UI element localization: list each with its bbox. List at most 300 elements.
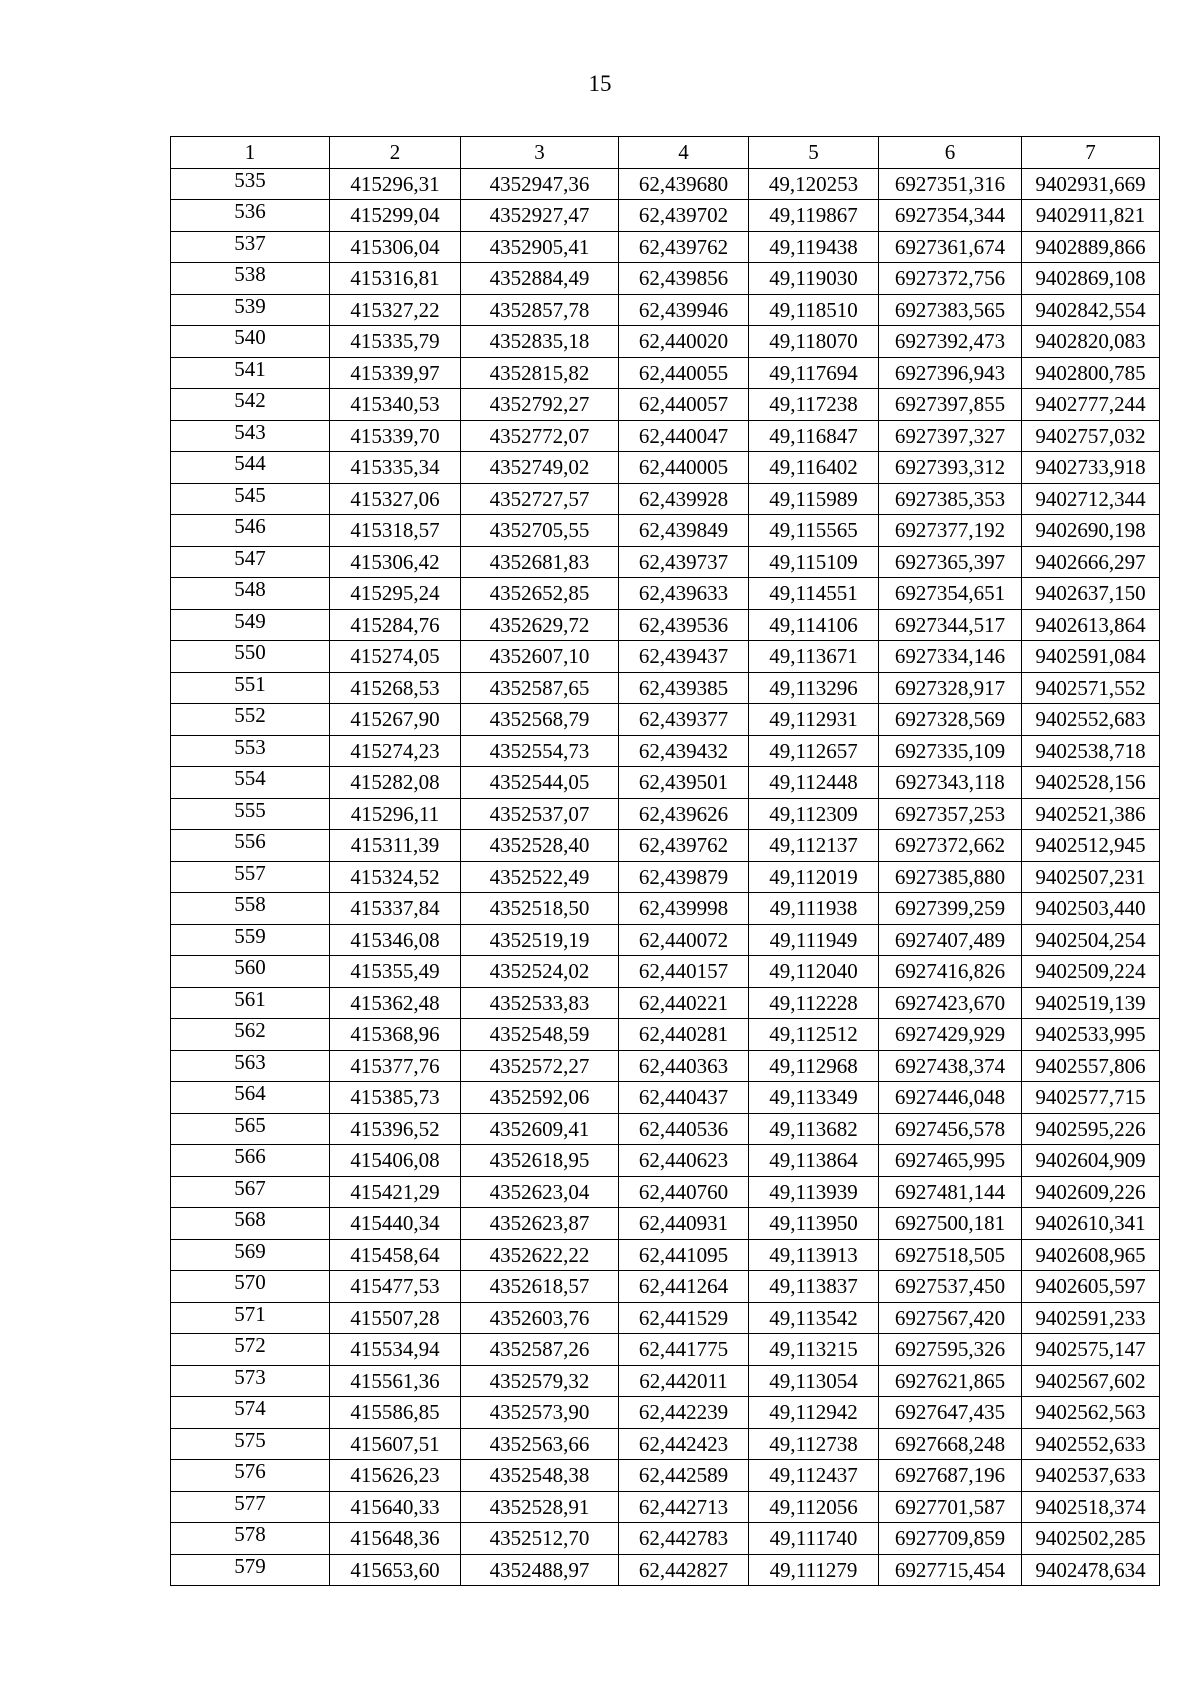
column-header: 3 (461, 137, 619, 169)
value-cell: 62,442713 (619, 1491, 749, 1523)
value-cell: 6927397,327 (879, 420, 1022, 452)
value-cell: 6927715,454 (879, 1554, 1022, 1586)
value-cell: 4352537,07 (461, 798, 619, 830)
value-cell: 415607,51 (330, 1428, 461, 1460)
value-cell: 49,112228 (749, 987, 879, 1019)
value-cell: 9402503,440 (1022, 893, 1160, 925)
table-row (171, 515, 1160, 547)
value-cell: 415337,84 (330, 893, 461, 925)
value-cell: 415296,31 (330, 168, 461, 200)
value-cell: 49,115989 (749, 483, 879, 515)
value-cell: 49,112448 (749, 767, 879, 799)
value-cell: 49,112512 (749, 1019, 879, 1051)
point-number-cell: 544 (171, 452, 330, 484)
value-cell: 6927416,826 (879, 956, 1022, 988)
value-cell: 415318,57 (330, 515, 461, 547)
table-row (171, 1019, 1160, 1051)
value-cell: 6927687,196 (879, 1460, 1022, 1492)
value-cell: 415296,11 (330, 798, 461, 830)
value-cell: 9402800,785 (1022, 357, 1160, 389)
value-cell: 9402502,285 (1022, 1523, 1160, 1555)
value-cell: 62,439737 (619, 546, 749, 578)
value-cell: 6927537,450 (879, 1271, 1022, 1303)
value-cell: 62,439849 (619, 515, 749, 547)
value-cell: 415339,70 (330, 420, 461, 452)
value-cell: 9402820,083 (1022, 326, 1160, 358)
value-cell: 49,112040 (749, 956, 879, 988)
value-cell: 62,439680 (619, 168, 749, 200)
table-row (171, 420, 1160, 452)
point-number-cell: 563 (171, 1050, 330, 1082)
value-cell: 4352488,97 (461, 1554, 619, 1586)
table-row (171, 263, 1160, 295)
value-cell: 62,440055 (619, 357, 749, 389)
column-header: 6 (879, 137, 1022, 169)
coordinates-table (170, 136, 1160, 1586)
value-cell: 62,440536 (619, 1113, 749, 1145)
table-row (171, 672, 1160, 704)
table-row (171, 830, 1160, 862)
table-row (171, 1491, 1160, 1523)
table-row (171, 1334, 1160, 1366)
value-cell: 6927354,651 (879, 578, 1022, 610)
value-cell: 415421,29 (330, 1176, 461, 1208)
table-row (171, 609, 1160, 641)
value-cell: 9402557,806 (1022, 1050, 1160, 1082)
value-cell: 49,117238 (749, 389, 879, 421)
value-cell: 4352587,65 (461, 672, 619, 704)
value-cell: 62,442011 (619, 1365, 749, 1397)
value-cell: 4352554,73 (461, 735, 619, 767)
value-cell: 49,113682 (749, 1113, 879, 1145)
value-cell: 6927446,048 (879, 1082, 1022, 1114)
value-cell: 415396,52 (330, 1113, 461, 1145)
value-cell: 4352705,55 (461, 515, 619, 547)
table-row (171, 546, 1160, 578)
value-cell: 9402575,147 (1022, 1334, 1160, 1366)
value-cell: 4352622,22 (461, 1239, 619, 1271)
point-number-cell: 551 (171, 672, 330, 704)
value-cell: 4352573,90 (461, 1397, 619, 1429)
value-cell: 4352772,07 (461, 420, 619, 452)
value-cell: 9402666,297 (1022, 546, 1160, 578)
value-cell: 6927392,473 (879, 326, 1022, 358)
point-number-cell: 571 (171, 1302, 330, 1334)
value-cell: 62,439385 (619, 672, 749, 704)
point-number-cell: 554 (171, 767, 330, 799)
value-cell: 9402869,108 (1022, 263, 1160, 295)
point-number-cell: 545 (171, 483, 330, 515)
value-cell: 415306,42 (330, 546, 461, 578)
value-cell: 62,440221 (619, 987, 749, 1019)
table-row (171, 231, 1160, 263)
table-row (171, 1365, 1160, 1397)
point-number-cell: 578 (171, 1523, 330, 1555)
value-cell: 415346,08 (330, 924, 461, 956)
value-cell: 415295,24 (330, 578, 461, 610)
value-cell: 6927377,192 (879, 515, 1022, 547)
value-cell: 62,439437 (619, 641, 749, 673)
value-cell: 9402528,156 (1022, 767, 1160, 799)
point-number-cell: 559 (171, 924, 330, 956)
value-cell: 6927701,587 (879, 1491, 1022, 1523)
column-header: 7 (1022, 137, 1160, 169)
value-cell: 6927343,118 (879, 767, 1022, 799)
value-cell: 6927397,855 (879, 389, 1022, 421)
table-row (171, 956, 1160, 988)
point-number-cell: 562 (171, 1019, 330, 1051)
table-row (171, 389, 1160, 421)
value-cell: 415377,76 (330, 1050, 461, 1082)
value-cell: 9402595,226 (1022, 1113, 1160, 1145)
value-cell: 49,111740 (749, 1523, 879, 1555)
value-cell: 62,439501 (619, 767, 749, 799)
value-cell: 415274,23 (330, 735, 461, 767)
value-cell: 9402931,669 (1022, 168, 1160, 200)
table-row (171, 294, 1160, 326)
value-cell: 4352528,40 (461, 830, 619, 862)
value-cell: 4352603,76 (461, 1302, 619, 1334)
value-cell: 4352548,59 (461, 1019, 619, 1051)
value-cell: 6927456,578 (879, 1113, 1022, 1145)
table-row (171, 924, 1160, 956)
value-cell: 415653,60 (330, 1554, 461, 1586)
value-cell: 415406,08 (330, 1145, 461, 1177)
value-cell: 415267,90 (330, 704, 461, 736)
table-row (171, 1302, 1160, 1334)
value-cell: 6927518,505 (879, 1239, 1022, 1271)
value-cell: 62,439536 (619, 609, 749, 641)
page-number: 15 (588, 71, 612, 96)
table-row (171, 200, 1160, 232)
value-cell: 6927438,374 (879, 1050, 1022, 1082)
value-cell: 415586,85 (330, 1397, 461, 1429)
value-cell: 9402777,244 (1022, 389, 1160, 421)
point-number-cell: 573 (171, 1365, 330, 1397)
value-cell: 49,111949 (749, 924, 879, 956)
point-number-cell: 543 (171, 420, 330, 452)
value-cell: 4352519,19 (461, 924, 619, 956)
point-number-cell: 570 (171, 1271, 330, 1303)
value-cell: 415626,23 (330, 1460, 461, 1492)
value-cell: 6927328,569 (879, 704, 1022, 736)
value-cell: 49,119438 (749, 231, 879, 263)
value-cell: 9402552,633 (1022, 1428, 1160, 1460)
value-cell: 62,439702 (619, 200, 749, 232)
value-cell: 415458,64 (330, 1239, 461, 1271)
table-row (171, 1113, 1160, 1145)
value-cell: 4352792,27 (461, 389, 619, 421)
value-cell: 62,440047 (619, 420, 749, 452)
table-row (171, 578, 1160, 610)
point-number-cell: 535 (171, 168, 330, 200)
table-row (171, 1082, 1160, 1114)
value-cell: 6927351,316 (879, 168, 1022, 200)
table-row (171, 893, 1160, 925)
value-cell: 49,112657 (749, 735, 879, 767)
value-cell: 9402609,226 (1022, 1176, 1160, 1208)
value-cell: 49,113671 (749, 641, 879, 673)
value-cell: 49,112137 (749, 830, 879, 862)
table-row (171, 452, 1160, 484)
point-number-cell: 547 (171, 546, 330, 578)
value-cell: 4352609,41 (461, 1113, 619, 1145)
value-cell: 62,440020 (619, 326, 749, 358)
value-cell: 4352607,10 (461, 641, 619, 673)
column-header: 1 (171, 137, 330, 169)
point-number-cell: 549 (171, 609, 330, 641)
value-cell: 49,113939 (749, 1176, 879, 1208)
value-cell: 415385,73 (330, 1082, 461, 1114)
value-cell: 62,440363 (619, 1050, 749, 1082)
value-cell: 415362,48 (330, 987, 461, 1019)
table-row (171, 1554, 1160, 1586)
point-number-cell: 575 (171, 1428, 330, 1460)
value-cell: 62,439762 (619, 830, 749, 862)
value-cell: 62,440057 (619, 389, 749, 421)
value-cell: 4352592,06 (461, 1082, 619, 1114)
value-cell: 4352905,41 (461, 231, 619, 263)
value-cell: 9402712,344 (1022, 483, 1160, 515)
value-cell: 6927335,109 (879, 735, 1022, 767)
table-row (171, 1050, 1160, 1082)
value-cell: 49,115565 (749, 515, 879, 547)
point-number-cell: 564 (171, 1082, 330, 1114)
value-cell: 62,441775 (619, 1334, 749, 1366)
value-cell: 4352835,18 (461, 326, 619, 358)
table-row (171, 1523, 1160, 1555)
value-cell: 415311,39 (330, 830, 461, 862)
value-cell: 9402478,634 (1022, 1554, 1160, 1586)
value-cell: 415274,05 (330, 641, 461, 673)
table-row (171, 735, 1160, 767)
table-row (171, 1208, 1160, 1240)
value-cell: 4352947,36 (461, 168, 619, 200)
value-cell: 62,440437 (619, 1082, 749, 1114)
value-cell: 49,112942 (749, 1397, 879, 1429)
table-row (171, 1397, 1160, 1429)
value-cell: 49,112738 (749, 1428, 879, 1460)
value-cell: 49,112968 (749, 1050, 879, 1082)
value-cell: 4352727,57 (461, 483, 619, 515)
point-number-cell: 552 (171, 704, 330, 736)
value-cell: 415306,04 (330, 231, 461, 263)
value-cell: 6927385,880 (879, 861, 1022, 893)
value-cell: 9402577,715 (1022, 1082, 1160, 1114)
value-cell: 6927481,144 (879, 1176, 1022, 1208)
value-cell: 4352857,78 (461, 294, 619, 326)
value-cell: 6927357,253 (879, 798, 1022, 830)
value-cell: 415534,94 (330, 1334, 461, 1366)
value-cell: 415268,53 (330, 672, 461, 704)
value-cell: 9402562,563 (1022, 1397, 1160, 1429)
value-cell: 415316,81 (330, 263, 461, 295)
value-cell: 4352524,02 (461, 956, 619, 988)
value-cell: 62,440931 (619, 1208, 749, 1240)
value-cell: 415324,52 (330, 861, 461, 893)
value-cell: 415561,36 (330, 1365, 461, 1397)
value-cell: 9402538,718 (1022, 735, 1160, 767)
table-row (171, 1145, 1160, 1177)
table-row (171, 357, 1160, 389)
value-cell: 9402537,633 (1022, 1460, 1160, 1492)
column-header: 5 (749, 137, 879, 169)
point-number-cell: 561 (171, 987, 330, 1019)
point-number-cell: 579 (171, 1554, 330, 1586)
point-number-cell: 538 (171, 263, 330, 295)
value-cell: 49,114106 (749, 609, 879, 641)
table-row (171, 767, 1160, 799)
value-cell: 62,440005 (619, 452, 749, 484)
value-cell: 4352618,57 (461, 1271, 619, 1303)
value-cell: 4352572,27 (461, 1050, 619, 1082)
value-cell: 6927372,756 (879, 263, 1022, 295)
column-header: 4 (619, 137, 749, 169)
value-cell: 9402504,254 (1022, 924, 1160, 956)
value-cell: 9402567,602 (1022, 1365, 1160, 1397)
value-cell: 9402512,945 (1022, 830, 1160, 862)
value-cell: 62,440760 (619, 1176, 749, 1208)
value-cell: 9402509,224 (1022, 956, 1160, 988)
point-number-cell: 541 (171, 357, 330, 389)
value-cell: 6927407,489 (879, 924, 1022, 956)
value-cell: 62,439928 (619, 483, 749, 515)
value-cell: 62,441529 (619, 1302, 749, 1334)
value-cell: 6927429,929 (879, 1019, 1022, 1051)
value-cell: 6927423,670 (879, 987, 1022, 1019)
value-cell: 49,116847 (749, 420, 879, 452)
value-cell: 4352927,47 (461, 200, 619, 232)
value-cell: 9402690,198 (1022, 515, 1160, 547)
value-cell: 4352629,72 (461, 609, 619, 641)
value-cell: 62,440281 (619, 1019, 749, 1051)
table-row (171, 1176, 1160, 1208)
point-number-cell: 569 (171, 1239, 330, 1271)
table-row (171, 1239, 1160, 1271)
value-cell: 6927372,662 (879, 830, 1022, 862)
point-number-cell: 557 (171, 861, 330, 893)
value-cell: 62,442239 (619, 1397, 749, 1429)
table-row (171, 1460, 1160, 1492)
value-cell: 49,113864 (749, 1145, 879, 1177)
value-cell: 415507,28 (330, 1302, 461, 1334)
value-cell: 62,441264 (619, 1271, 749, 1303)
value-cell: 49,113296 (749, 672, 879, 704)
value-cell: 49,111279 (749, 1554, 879, 1586)
value-cell: 9402610,341 (1022, 1208, 1160, 1240)
value-cell: 62,442827 (619, 1554, 749, 1586)
value-cell: 4352623,04 (461, 1176, 619, 1208)
value-cell: 4352563,66 (461, 1428, 619, 1460)
table-row (171, 326, 1160, 358)
table-row (171, 168, 1160, 200)
value-cell: 62,442423 (619, 1428, 749, 1460)
value-cell: 62,440072 (619, 924, 749, 956)
table-row (171, 483, 1160, 515)
value-cell: 415477,53 (330, 1271, 461, 1303)
value-cell: 9402571,552 (1022, 672, 1160, 704)
point-number-cell: 577 (171, 1491, 330, 1523)
value-cell: 49,113913 (749, 1239, 879, 1271)
value-cell: 6927334,146 (879, 641, 1022, 673)
value-cell: 9402608,965 (1022, 1239, 1160, 1271)
value-cell: 6927344,517 (879, 609, 1022, 641)
value-cell: 49,113950 (749, 1208, 879, 1240)
point-number-cell: 574 (171, 1397, 330, 1429)
point-number-cell: 567 (171, 1176, 330, 1208)
value-cell: 62,439879 (619, 861, 749, 893)
value-cell: 9402911,821 (1022, 200, 1160, 232)
value-cell: 415282,08 (330, 767, 461, 799)
value-cell: 62,440623 (619, 1145, 749, 1177)
value-cell: 49,120253 (749, 168, 879, 200)
value-cell: 415440,34 (330, 1208, 461, 1240)
value-cell: 49,113349 (749, 1082, 879, 1114)
point-number-cell: 542 (171, 389, 330, 421)
value-cell: 4352618,95 (461, 1145, 619, 1177)
value-cell: 62,439946 (619, 294, 749, 326)
value-cell: 415648,36 (330, 1523, 461, 1555)
value-cell: 9402637,150 (1022, 578, 1160, 610)
value-cell: 49,111938 (749, 893, 879, 925)
value-cell: 6927393,312 (879, 452, 1022, 484)
table-row (171, 987, 1160, 1019)
value-cell: 9402552,683 (1022, 704, 1160, 736)
value-cell: 6927354,344 (879, 200, 1022, 232)
value-cell: 6927621,865 (879, 1365, 1022, 1397)
value-cell: 6927647,435 (879, 1397, 1022, 1429)
value-cell: 415335,79 (330, 326, 461, 358)
value-cell: 6927709,859 (879, 1523, 1022, 1555)
value-cell: 4352512,70 (461, 1523, 619, 1555)
value-cell: 6927361,674 (879, 231, 1022, 263)
value-cell: 9402604,909 (1022, 1145, 1160, 1177)
value-cell: 49,119030 (749, 263, 879, 295)
value-cell: 4352681,83 (461, 546, 619, 578)
value-cell: 9402507,231 (1022, 861, 1160, 893)
value-cell: 49,113215 (749, 1334, 879, 1366)
value-cell: 4352518,50 (461, 893, 619, 925)
value-cell: 9402518,374 (1022, 1491, 1160, 1523)
value-cell: 9402521,386 (1022, 798, 1160, 830)
value-cell: 49,112019 (749, 861, 879, 893)
value-cell: 62,442783 (619, 1523, 749, 1555)
value-cell: 62,442589 (619, 1460, 749, 1492)
value-cell: 6927668,248 (879, 1428, 1022, 1460)
point-number-cell: 537 (171, 231, 330, 263)
value-cell: 62,439856 (619, 263, 749, 295)
value-cell: 62,439998 (619, 893, 749, 925)
value-cell: 9402519,139 (1022, 987, 1160, 1019)
value-cell: 9402842,554 (1022, 294, 1160, 326)
value-cell: 49,118070 (749, 326, 879, 358)
value-cell: 6927365,397 (879, 546, 1022, 578)
value-cell: 4352522,49 (461, 861, 619, 893)
value-cell: 49,112309 (749, 798, 879, 830)
value-cell: 9402757,032 (1022, 420, 1160, 452)
value-cell: 6927500,181 (879, 1208, 1022, 1240)
table-row (171, 1428, 1160, 1460)
point-number-cell: 550 (171, 641, 330, 673)
point-number-cell: 566 (171, 1145, 330, 1177)
point-number-cell: 548 (171, 578, 330, 610)
value-cell: 62,439626 (619, 798, 749, 830)
value-cell: 4352579,32 (461, 1365, 619, 1397)
value-cell: 49,114551 (749, 578, 879, 610)
point-number-cell: 539 (171, 294, 330, 326)
table-body (171, 168, 1160, 1586)
value-cell: 4352884,49 (461, 263, 619, 295)
